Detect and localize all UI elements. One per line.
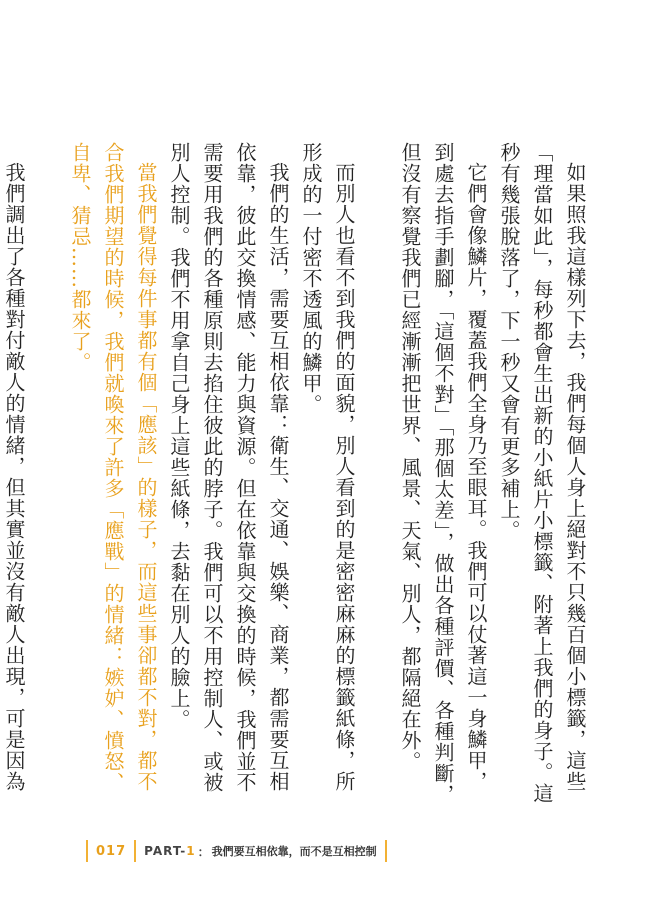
page-footer [86,838,387,864]
part-number: 1 [186,844,196,858]
paragraph-3: 而別人也看不到我們的面貌，別人看到的是密密麻麻的標籤紙條，所形成的一付密不透風的鱗甲。 [299,142,356,792]
paragraph-4: 我們的生活，需要互相依靠：衛生、交通、娛樂、商業，都需要互相依靠，彼此交換情感、能力與資源。但在依靠與交換的時候，我們並不需要用我們的各種原則去掐住彼此的脖子。我們可以不用控制人、或被別人控制。我們不用拿自己身上這些紙條，去黏在別人的臉上。 [167,142,290,793]
paragraph-2: 它們會像鱗片，覆蓋我們全身乃至眼耳。我們可以仗著這一身鱗甲，到處去指手劃腳，「這個不對」「那個太差」，做出各種評價、各種判斷，但沒有察覺我們已經漸漸把世界、風景、天氣、別人，都隔絕在外。 [398,142,488,805]
footer-separator: ： [197,844,210,859]
paragraph-1: 如果照我這樣列下去，我們每個人身上絕對不只幾百個小標籤，這些「理當如此」，每秒都會生出新的小紙片小標籤、附著上我們的身子。這秒有幾張脫落了，下一秒又會有更多補上。 [497,142,587,804]
footer-divider-middle [134,840,136,862]
page-number: 017 [96,843,127,859]
part-label: PART- [144,844,187,858]
paragraph-6: 我們調出了各種對付敵人的情緒，但其實並沒有敵人出現，可是因為 [2,162,26,792]
vertical-text-body [0,142,591,812]
footer-divider-right [385,840,387,862]
highlighted-paragraph: 當我們覺得每件事都有個「應該」的樣子，而這些事卻都不對，都不合我們期望的時候，我們就喚來了許多「應戰」的情緒：嫉妒、憤怒、自卑、猜忌……都來了。 [68,142,158,793]
footer-divider-left [86,840,88,862]
chapter-title: 我們要互相依靠，而不是互相控制 [211,845,377,858]
